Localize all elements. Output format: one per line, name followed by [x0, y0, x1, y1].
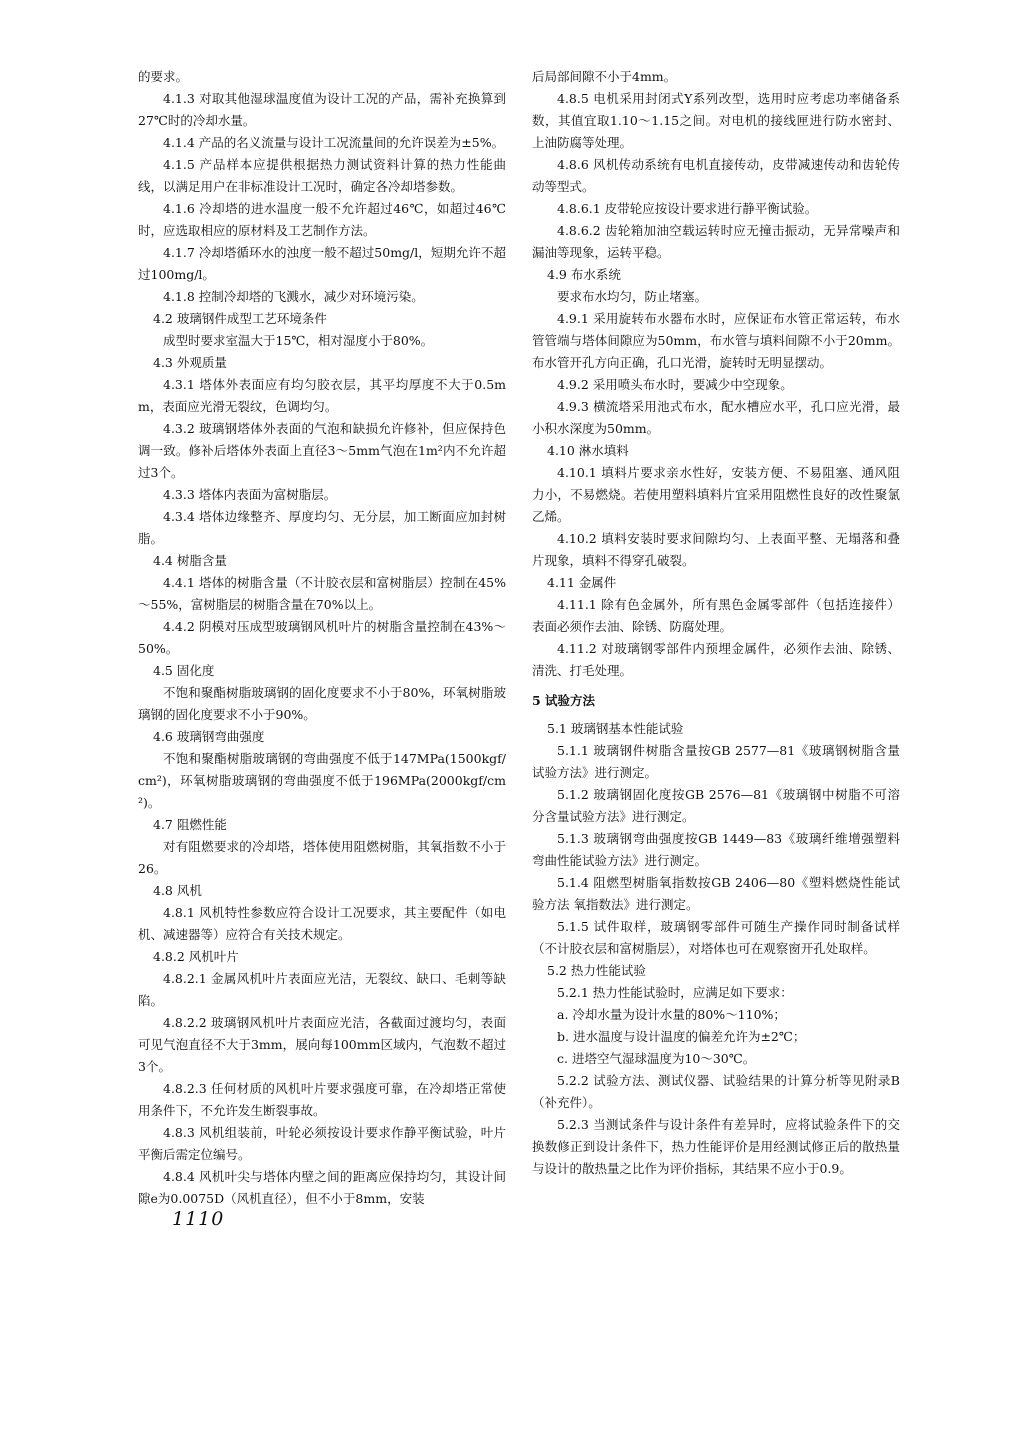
paragraph: 4.9.3 横流塔采用池式布水，配水槽应水平，孔口应光滑，最小积水深度为50mm。: [532, 399, 900, 436]
paragraph: 要求布水均匀，防止堵塞。: [557, 289, 708, 304]
paragraph: 4.8.2.2 玻璃钢风机叶片表面应光洁，各截面过渡均匀，表面可见气泡直径不大于3mm，展向每100mm区域内，气泡数不超过3个。: [138, 1015, 506, 1074]
section-heading: 5.2 热力性能试验: [547, 963, 646, 978]
section-heading: 4.7 阻燃性能: [153, 817, 227, 832]
paragraph: 4.1.8 控制冷却塔的飞溅水，减少对环境污染。: [163, 289, 424, 304]
paragraph: 后局部间隙不小于4mm。: [532, 69, 677, 84]
paragraph: 4.11.2 对玻璃钢零部件内预埋金属件，必须作去油、除锈、清洗、打毛处理。: [532, 641, 900, 678]
paragraph: 5.1.3 玻璃钢弯曲强度按GB 1449—83《玻璃纤维增强塑料弯曲性能试验方法》进行测定。: [532, 831, 900, 868]
paragraph: 5.2.3 当测试条件与设计条件有差异时，应将试验条件下的交换数修正到设计条件下，热力性能评价是用经测试修正后的散热量与设计的散热量之比作为评价指标，其结果不应小于0.9。: [532, 1117, 900, 1176]
paragraph: 不饱和聚酯树脂玻璃钢的固化度要求不小于80%，环氧树脂玻璃钢的固化度要求不小于90%。: [138, 685, 506, 722]
paragraph: 4.8.4 风机叶尖与塔体内壁之间的距离应保持均匀，其设计间隙e为0.0075D（风机直径），但不小于8mm，安装: [138, 1169, 506, 1206]
paragraph: 5.2.1 热力性能试验时，应满足如下要求：: [557, 985, 793, 1000]
section-heading: 4.11 金属件: [547, 575, 617, 590]
section-heading: 4.3 外观质量: [153, 355, 227, 370]
paragraph: 不饱和聚酯树脂玻璃钢的弯曲强度不低于147MPa(1500kgf/cm²)，环氧树脂玻璃钢的弯曲强度不低于196MPa(2000kgf/cm²)。: [138, 751, 506, 810]
paragraph: 4.8.6 风机传动系统有电机直接传动，皮带减速传动和齿轮传动等型式。: [532, 157, 900, 194]
paragraph: 4.3.4 塔体边缘整齐、厚度均匀、无分层，加工断面应加封树脂。: [138, 509, 506, 546]
paragraph: 4.10.2 填料安装时要求间隙均匀、上表面平整、无塌落和叠片现象，填料不得穿孔破裂。: [532, 531, 900, 568]
section-heading: 4.9 布水系统: [547, 267, 621, 282]
section-heading: 4.2 玻璃钢件成型工艺环境条件: [153, 311, 327, 326]
paragraph: 5.1.5 试件取样，玻璃钢零部件可随生产操作同时制备试样（不计胶衣层和富树脂层），对塔体也可在观察窗开孔处取样。: [532, 919, 900, 956]
paragraph: 4.3.1 塔体外表面应有均匀胶衣层，其平均厚度不大于0.5mm，表面应光滑无裂纹，色调均匀。: [138, 377, 506, 414]
paragraph: 4.9.2 采用喷头布水时，要减少中空现象。: [557, 377, 793, 392]
paragraph: 的要求。: [138, 69, 189, 84]
paragraph: 4.8.6.2 齿轮箱加油空载运转时应无撞击振动，无异常噪声和漏油等现象，运转平稳。: [532, 223, 900, 260]
section-heading: 4.6 玻璃钢弯曲强度: [153, 729, 265, 744]
left-column: [138, 66, 506, 1210]
page-number: 1110: [172, 1208, 225, 1230]
paragraph: a. 冷却水量为设计水量的80%～110%；: [557, 1007, 786, 1022]
paragraph: 4.10.1 填料片要求亲水性好，安装方便、不易阻塞、通风阻力小，不易燃烧。若使用塑料填料片宜采用阻燃性良好的改性聚氯乙烯。: [532, 465, 900, 524]
section-heading: 4.4 树脂含量: [153, 553, 227, 568]
section-heading: 5 试验方法: [532, 693, 596, 708]
paragraph: 4.8.2.3 任何材质的风机叶片要求强度可靠，在冷却塔正常使用条件下，不允许发生断裂事故。: [138, 1081, 506, 1118]
paragraph: 4.3.3 塔体内表面为富树脂层。: [163, 487, 337, 502]
paragraph: 4.8.3 风机组装前，叶轮必须按设计要求作静平衡试验，叶片平衡后需定位编号。: [138, 1125, 506, 1162]
paragraph: 5.1.2 玻璃钢固化度按GB 2576—81《玻璃钢中树脂不可溶分含量试验方法》进行测定。: [532, 787, 900, 824]
section-heading: 4.10 淋水填料: [547, 443, 629, 458]
paragraph: 4.1.4 产品的名义流量与设计工况流量间的允许误差为±5%。: [163, 135, 505, 150]
paragraph: 5.2.2 试验方法、测试仪器、试验结果的计算分析等见附录B（补充件）。: [532, 1073, 900, 1110]
paragraph: 4.1.3 对取其他湿球温度值为设计工况的产品，需补充换算到27℃时的冷却水量。: [138, 91, 506, 128]
paragraph: c. 进塔空气湿球温度为10～30℃。: [557, 1051, 756, 1066]
paragraph: 4.11.1 除有色金属外，所有黑色金属零部件（包括连接件）表面必须作去油、除锈、防腐处理。: [532, 597, 900, 634]
paragraph: 4.8.2.1 金属风机叶片表面应光洁，无裂纹、缺口、毛刺等缺陷。: [138, 971, 506, 1008]
paragraph: 4.1.5 产品样本应提供根据热力测试资料计算的热力性能曲线，以满足用户在非标准设计工况时，确定各冷却塔参数。: [138, 157, 506, 194]
paragraph: 5.1.1 玻璃钢件树脂含量按GB 2577—81《玻璃钢树脂含量试验方法》进行测定。: [532, 743, 900, 780]
paragraph: 4.4.2 阴模对压成型玻璃钢风机叶片的树脂含量控制在43%～50%。: [138, 619, 506, 656]
paragraph: 4.1.6 冷却塔的进水温度一般不允许超过46℃，如超过46℃时，应选取相应的原材料及工艺制作方法。: [138, 201, 506, 238]
paragraph: 4.8.1 风机特性参数应符合设计工况要求，其主要配件（如电机、减速器等）应符合有关技术规定。: [138, 905, 506, 942]
paragraph: b. 进水温度与设计温度的偏差允许为±2℃；: [557, 1029, 806, 1044]
paragraph: 4.8.6.1 皮带轮应按设计要求进行静平衡试验。: [557, 201, 818, 216]
paragraph: 成型时要求室温大于15℃，相对湿度小于80%。: [163, 333, 434, 348]
section-heading: 4.5 固化度: [153, 663, 215, 678]
paragraph: 4.9.1 采用旋转布水器布水时，应保证布水管正常运转，布水管管端与塔体间隙应为50mm，布水管与填料间隙不小于20mm。布水管开孔方向正确，孔口光滑，旋转时无明显摆动。: [532, 311, 900, 370]
paragraph: 4.1.7 冷却塔循环水的浊度一般不超过50mg/l，短期允许不超过100mg/l。: [138, 245, 506, 282]
paragraph: 5.1.4 阻燃型树脂氧指数按GB 2406—80《塑料燃烧性能试验方法 氧指数法》进行测定。: [532, 875, 900, 912]
section-heading: 4.8 风机: [153, 883, 202, 898]
section-heading: 5.1 玻璃钢基本性能试验: [547, 721, 684, 736]
right-column: [532, 66, 900, 1180]
paragraph: 4.8.5 电机采用封闭式Y系列改型，选用时应考虑功率储备系数，其值宜取1.10～1.15之间。对电机的接线匣进行防水密封、上油防腐等处理。: [532, 91, 900, 150]
section-heading: 4.8.2 风机叶片: [153, 949, 239, 964]
paragraph: 4.3.2 玻璃钢塔体外表面的气泡和缺损允许修补，但应保持色调一致。修补后塔体外表面上直径3～5mm气泡在1m²内不允许超过3个。: [138, 421, 506, 480]
paragraph: 4.4.1 塔体的树脂含量（不计胶衣层和富树脂层）控制在45%～55%，富树脂层的树脂含量在70%以上。: [138, 575, 506, 612]
paragraph: 对有阻燃要求的冷却塔，塔体使用阻燃树脂，其氧指数不小于26。: [138, 839, 506, 876]
